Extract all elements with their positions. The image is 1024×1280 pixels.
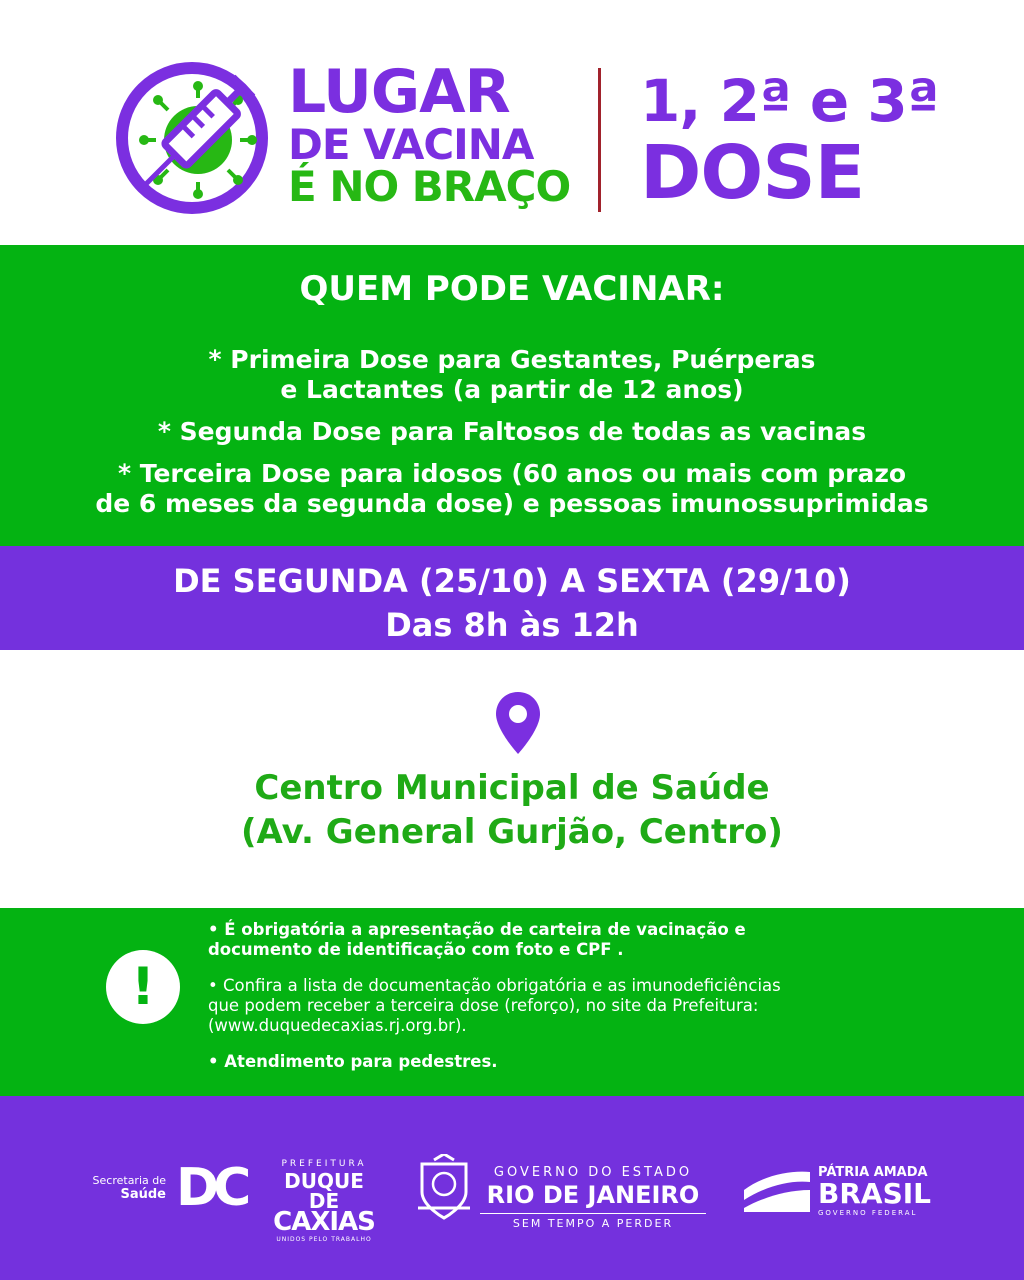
header-divider — [598, 68, 601, 212]
audience-item-1-line2: e Lactantes (a partir de 12 anos) — [280, 375, 744, 404]
brasil-line-1: PÁTRIA AMADA — [818, 1165, 928, 1180]
brasil-line-3: GOVERNO FEDERAL — [818, 1209, 918, 1217]
audience-title: QUEM PODE VACINAR: — [299, 269, 725, 309]
poster-header — [0, 0, 1024, 245]
secretaria-label — [90, 1174, 166, 1202]
prefeitura-name-2: CAXIAS — [273, 1207, 375, 1237]
note-1-line-1: • É obrigatória a apresentação de carteira de vacinação e — [208, 920, 746, 939]
prefeitura-motto: UNIDOS PELO TRABALHO — [276, 1236, 372, 1243]
exclamation-icon: ! — [106, 950, 180, 1024]
audience-item-3-line1: * Terceira Dose para idosos (60 anos ou mais com prazo — [117, 459, 907, 488]
note-required-docs — [208, 920, 968, 960]
audience-item-2-line1: * Segunda Dose para Faltosos de todas as vacinas — [157, 417, 867, 446]
gov-line-3: SEM TEMPO A PERDER — [480, 1213, 706, 1229]
audience-item-1-line1: * Primeira Dose para Gestantes, Puérperas — [208, 345, 816, 374]
gov-line-1: GOVERNO DO ESTADO — [493, 1165, 693, 1180]
secretaria-line-1: Secretaria de — [92, 1174, 166, 1187]
note-2-line-1: • Confira a lista de documentação obrigatória e as imunodeficiências — [208, 976, 781, 995]
logo-line-3: É NO BRAÇO — [288, 162, 571, 211]
location-section — [0, 650, 1024, 908]
note-1-line-2: documento de identificação com foto e CPF . — [208, 940, 624, 959]
notes-section — [0, 908, 1024, 1096]
schedule-dates: DE SEGUNDA (25/10) A SEXTA (29/10) — [173, 562, 851, 600]
federal-government-logo — [818, 1166, 931, 1217]
dose-numbers: 1, 2ª e 3ª — [640, 67, 939, 135]
location-address: (Av. General Gurjão, Centro) — [241, 812, 783, 852]
audience-section — [0, 245, 1024, 546]
audience-list — [0, 345, 1024, 531]
note-3-text: • Atendimento para pedestres. — [208, 1052, 498, 1071]
note-pedestrians — [208, 1052, 968, 1072]
schedule-hours: Das 8h às 12h — [385, 606, 639, 644]
brasil-flag-icon — [742, 1168, 812, 1214]
dc-logo: DC — [176, 1158, 246, 1218]
audience-item-1 — [0, 345, 1024, 405]
audience-item-3 — [0, 459, 1024, 519]
prefeitura-logo — [268, 1160, 380, 1243]
notes-list — [208, 920, 968, 1088]
audience-item-2 — [0, 417, 1024, 447]
syringe-no-virus-icon — [112, 58, 272, 218]
prefeitura-label: PREFEITURA — [281, 1159, 367, 1169]
schedule-section — [0, 546, 1024, 650]
map-pin-icon — [494, 690, 542, 756]
dose-word: DOSE — [640, 130, 865, 216]
note-2-line-2: que podem receber a terceira dose (reforço), no site da Prefeitura: — [208, 996, 759, 1015]
note-2-line-3: (www.duquedecaxias.rj.org.br). — [208, 1016, 467, 1035]
prefeitura-name-1: DUQUE DE — [284, 1169, 364, 1213]
gov-line-2: RIO DE JANEIRO — [486, 1181, 700, 1209]
logo-line-1: LUGAR — [288, 57, 510, 127]
note-check-list — [208, 976, 968, 1036]
campaign-logo-text — [288, 57, 571, 211]
state-crest-icon — [414, 1154, 474, 1222]
state-government-logo — [480, 1166, 706, 1229]
logo-line-2: DE VACINA — [288, 120, 534, 169]
secretaria-line-2: Saúde — [120, 1187, 166, 1202]
sponsor-footer — [0, 1096, 1024, 1280]
dose-heading — [640, 67, 939, 216]
audience-item-3-line2: de 6 meses da segunda dose) e pessoas imunossuprimidas — [95, 489, 929, 518]
brasil-line-2: BRASIL — [818, 1177, 931, 1210]
location-name: Centro Municipal de Saúde — [254, 768, 770, 808]
